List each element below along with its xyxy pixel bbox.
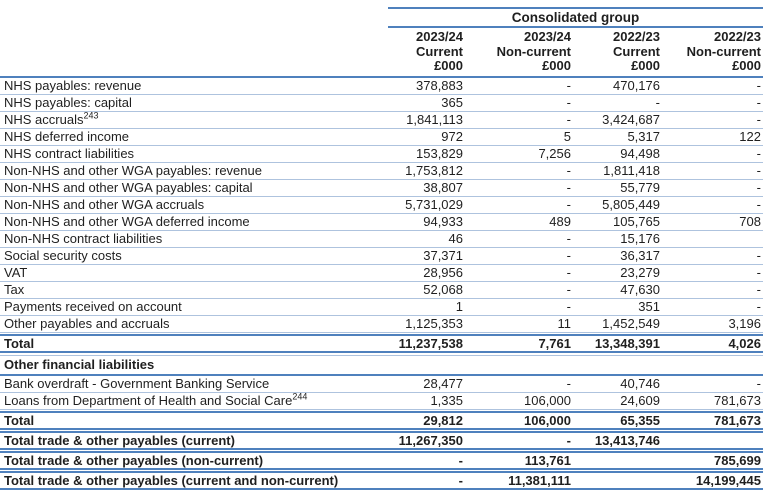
row-label [0,197,390,213]
column-header-2022-23-noncurrent [662,30,763,74]
row-label-text: Non-NHS and other WGA payables: capital [4,179,253,195]
row-label [0,336,390,351]
table-row [0,112,763,129]
cell-2022-23-current: 55,779 [620,179,660,195]
column-type: Non-current [686,43,761,59]
row-label-text: Loans from Department of Health and Social Care [4,392,293,408]
cell-2023-24-noncurrent: - [566,77,571,93]
row-label-text: Social security costs [4,247,122,263]
cell-2023-24-current: 29,812 [423,412,463,428]
row-label [0,413,390,428]
cell-2023-24-noncurrent: 106,000 [524,412,571,428]
row-label-text: Other financial liabilities [4,356,155,372]
cell-2023-24-current: 28,477 [423,375,463,391]
row-label [0,357,390,373]
row-label-text: Total trade & other payables (current) [4,432,235,448]
row-label [0,282,390,298]
row-label [0,433,390,448]
column-period: 2023/24 [416,29,463,44]
cell-2023-24-noncurrent: - [566,94,571,110]
column-period: 2022/23 [613,29,660,44]
cell-2023-24-current: 52,068 [423,281,463,297]
table-row [0,265,763,282]
cell-2023-24-current: 94,933 [423,213,463,229]
cell-2023-24-current: 28,956 [423,264,463,280]
group-header [388,7,763,28]
cell-2023-24-current: - [458,472,463,488]
cell-2023-24-current: 378,883 [416,77,463,93]
row-label [0,163,390,179]
cell-2023-24-noncurrent: - [566,375,571,391]
table-row [0,78,763,95]
cell-2022-23-current: 105,765 [613,213,660,229]
row-label [0,248,390,264]
cell-2023-24-noncurrent: 5 [563,128,571,144]
cell-2022-23-current: 13,413,746 [594,432,660,448]
cell-2023-24-noncurrent: 489 [549,213,571,229]
cell-2022-23-noncurrent: - [756,94,761,110]
row-label-text: Total trade & other payables (current and non-current) [4,472,339,488]
cell-2022-23-current: 351 [638,298,660,314]
column-header-2023-24-current [390,30,465,74]
cell-2023-24-current: - [458,452,463,468]
row-label [0,146,390,162]
row-label-text: Non-NHS and other WGA payables: revenue [4,162,262,178]
row-label [0,112,390,128]
cell-2023-24-noncurrent: 113,761 [524,452,571,468]
table-row [0,431,763,450]
table-row [0,163,763,180]
row-label [0,453,390,468]
row-label [0,78,390,94]
cell-2023-24-noncurrent: 11 [557,315,571,331]
cell-2022-23-noncurrent: - [756,145,761,161]
cell-2022-23-current: - [655,94,660,110]
cell-2023-24-current: 1,841,113 [406,111,463,127]
cell-2023-24-current: 1,125,353 [405,315,463,331]
cell-2022-23-current: 65,355 [620,412,660,428]
table-row [0,299,763,316]
footnote-ref: 243 [83,111,99,121]
cell-2022-23-noncurrent: 3,196 [728,315,761,331]
row-label [0,129,390,145]
cell-2022-23-noncurrent: - [756,196,761,212]
table-row [0,316,763,333]
column-type: Current [613,43,660,59]
table-row [0,334,763,353]
row-label-text: Payments received on account [4,298,182,314]
cell-2023-24-current: 38,807 [423,179,463,195]
cell-2022-23-current: 3,424,687 [602,111,660,127]
row-label-text: Non-NHS contract liabilities [4,230,163,246]
row-label-text: NHS accruals [4,111,84,127]
cell-2022-23-noncurrent: - [756,247,761,263]
cell-2022-23-current: 23,279 [620,264,660,280]
cell-2022-23-current: 40,746 [620,375,660,391]
row-label-text: Bank overdraft - Government Banking Service [4,375,270,391]
cell-2023-24-current: 972 [441,128,463,144]
table-row [0,248,763,265]
cell-2023-24-current: 1,335 [430,392,463,408]
table-row [0,214,763,231]
cell-2022-23-noncurrent: - [756,281,761,297]
column-type: Current [416,43,463,59]
column-period: 2023/24 [524,29,571,44]
column-unit: £000 [542,58,571,73]
table-body [0,78,763,490]
table-row [0,146,763,163]
cell-2022-23-noncurrent: - [756,77,761,93]
table-row [0,471,763,490]
cell-2023-24-current: 365 [441,94,463,110]
row-label-text: Total [4,335,35,351]
cell-2023-24-current: 1,753,812 [405,162,463,178]
cell-2023-24-noncurrent: 106,000 [524,392,571,408]
cell-2022-23-current: 47,630 [620,281,660,297]
cell-2022-23-current: 5,805,449 [602,196,660,212]
cell-2022-23-noncurrent: - [756,375,761,391]
row-label-text: Non-NHS and other WGA accruals [4,196,205,212]
cell-2022-23-noncurrent: - [756,179,761,195]
cell-2022-23-noncurrent: - [756,298,761,314]
cell-2023-24-noncurrent: - [566,247,571,263]
cell-2023-24-noncurrent: - [566,432,571,448]
cell-2023-24-noncurrent: - [566,230,571,246]
column-headers [0,28,763,78]
label-column-spacer [0,30,390,74]
row-label-text: Total [4,412,35,428]
row-label [0,299,390,315]
cell-2022-23-current: 94,498 [620,145,660,161]
table-row [0,393,763,410]
cell-2023-24-current: 46 [448,230,463,246]
cell-2022-23-noncurrent: - [756,264,761,280]
cell-2023-24-current: 11,237,538 [398,335,463,351]
footnote-ref: 244 [292,392,308,402]
table-row [0,197,763,214]
row-label [0,214,390,230]
cell-2023-24-noncurrent: - [566,162,571,178]
cell-2022-23-current: 1,811,418 [603,162,660,178]
cell-2023-24-current: 37,371 [423,247,463,263]
cell-2023-24-noncurrent: - [566,179,571,195]
row-label [0,180,390,196]
cell-2022-23-noncurrent: - [756,162,761,178]
row-label [0,376,390,392]
cell-2023-24-current: 11,267,350 [398,432,463,448]
cell-2022-23-noncurrent: 781,673 [714,392,761,408]
row-label [0,231,390,247]
column-header-2022-23-current [573,30,662,74]
row-label-text: Total trade & other payables (non-current) [4,452,264,468]
row-label-text: Tax [4,281,25,297]
cell-2022-23-current: 24,609 [620,392,660,408]
row-label-text: Non-NHS and other WGA deferred income [4,213,250,229]
cell-2022-23-noncurrent: 785,699 [714,452,761,468]
cell-2022-23-noncurrent: - [756,111,761,127]
cell-2022-23-noncurrent: 781,673 [714,412,761,428]
cell-2022-23-current: 13,348,391 [594,335,660,351]
row-label [0,265,390,281]
column-type: Non-current [496,43,571,59]
row-label-text: VAT [4,264,28,280]
group-header-label: Consolidated group [511,10,640,25]
cell-2023-24-noncurrent: 11,381,111 [508,472,571,488]
column-header-2023-24-noncurrent [465,30,573,74]
column-unit: £000 [434,58,463,73]
row-label [0,95,390,111]
cell-2023-24-noncurrent: - [566,196,571,212]
cell-2022-23-current: 5,317 [627,128,660,144]
cell-2023-24-noncurrent: - [566,264,571,280]
table-row [0,231,763,248]
cell-2023-24-noncurrent: - [566,111,571,127]
cell-2022-23-current: 36,317 [620,247,660,263]
cell-2023-24-noncurrent: - [566,298,571,314]
row-label [0,316,390,332]
cell-2023-24-noncurrent: 7,256 [538,145,571,161]
cell-2022-23-current: 470,176 [613,77,660,93]
row-label-text: NHS deferred income [4,128,129,144]
table-row [0,282,763,299]
cell-2023-24-current: 1 [455,298,463,314]
table-row [0,451,763,470]
column-unit: £000 [631,58,660,73]
row-label [0,393,390,409]
column-unit: £000 [732,58,761,73]
table-row [0,180,763,197]
table-row [0,355,763,376]
row-label-text: NHS payables: capital [4,94,132,110]
row-label-text: NHS payables: revenue [4,77,142,93]
cell-2023-24-noncurrent: 7,761 [538,335,571,351]
cell-2022-23-noncurrent: 708 [739,213,761,229]
table-row [0,376,763,393]
row-label-text: Other payables and accruals [4,315,170,331]
table-row [0,411,763,430]
row-label-text: NHS contract liabilities [4,145,135,161]
cell-2023-24-current: 153,829 [416,145,463,161]
cell-2022-23-noncurrent: 14,199,445 [695,472,761,488]
cell-2022-23-current: 1,452,549 [602,315,660,331]
cell-2023-24-noncurrent: - [566,281,571,297]
row-label [0,473,390,488]
table-row [0,95,763,112]
table-row [0,129,763,146]
cell-2022-23-noncurrent: 4,026 [728,335,761,351]
cell-2022-23-current: 15,176 [620,230,660,246]
column-period: 2022/23 [714,29,761,44]
cell-2023-24-current: 5,731,029 [405,196,463,212]
cell-2022-23-noncurrent: 122 [739,128,761,144]
